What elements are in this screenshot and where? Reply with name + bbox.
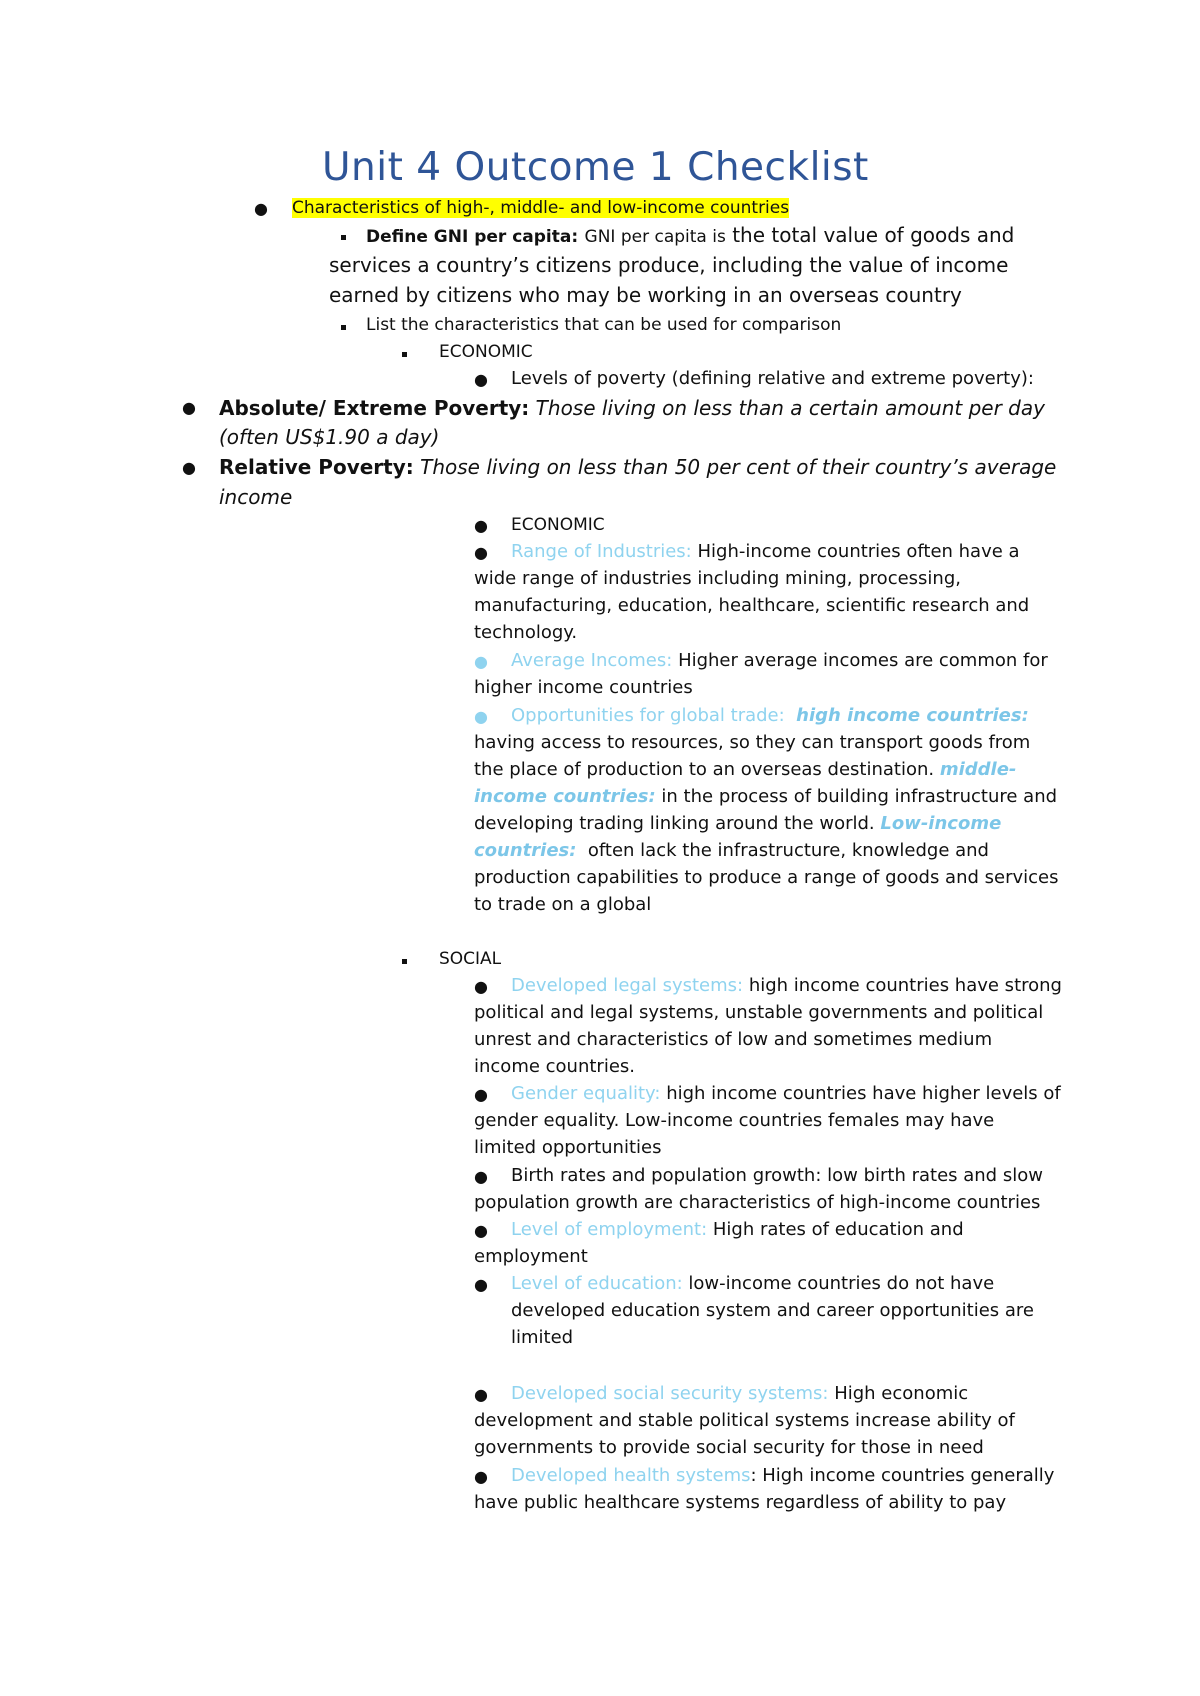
industries-line-2: wide range of industries including mining, processing, bbox=[474, 568, 961, 589]
trade-line-1: Opportunities for global trade: high income countries: bbox=[511, 705, 1029, 726]
trade-line-7: production capabilities to produce a range of goods and services bbox=[474, 867, 1059, 888]
trade-line-5: developing trading linking around the world. Low-income bbox=[474, 813, 1002, 834]
gni-line-1: Define GNI per capita: GNI per capita is the total value of goods and bbox=[366, 223, 1015, 247]
bullet-icon: ● bbox=[474, 1167, 488, 1186]
bullet-icon: ● bbox=[474, 1467, 488, 1486]
bullet-icon: ● bbox=[474, 370, 488, 389]
bullet-icon: ● bbox=[474, 1221, 488, 1240]
square-bullet-icon bbox=[402, 352, 407, 357]
bullet-icon: ● bbox=[254, 199, 268, 218]
education-line-3: limited bbox=[511, 1327, 574, 1348]
industries-line-3: manufacturing, education, healthcare, scientific research and bbox=[474, 595, 1030, 616]
relative-poverty-line-2: income bbox=[219, 485, 293, 509]
page-title: Unit 4 Outcome 1 Checklist bbox=[322, 145, 869, 190]
levels-of-poverty: Levels of poverty (defining relative and extreme poverty): bbox=[511, 368, 1034, 389]
bullet-icon: ● bbox=[474, 707, 488, 726]
social-security-line-3: governments to provide social security for those in need bbox=[474, 1437, 984, 1458]
gender-line-2: gender equality. Low-income countries females may have bbox=[474, 1110, 995, 1131]
social-security-line-1: Developed social security systems: High economic bbox=[511, 1383, 969, 1404]
square-bullet-icon bbox=[341, 235, 346, 240]
trade-line-6: countries: often lack the infrastructure, knowledge and bbox=[474, 840, 989, 861]
bullet-icon: ● bbox=[474, 1275, 488, 1294]
social-security-line-2: development and stable political systems increase ability of bbox=[474, 1410, 1015, 1431]
health-line-1: Developed health systems: High income countries generally bbox=[511, 1465, 1055, 1486]
education-line-1: Level of education: low-income countries do not have bbox=[511, 1273, 995, 1294]
legal-line-2: political and legal systems, unstable governments and political bbox=[474, 1002, 1044, 1023]
health-line-2: have public healthcare systems regardless of ability to pay bbox=[474, 1492, 1007, 1513]
trade-line-4: income countries: in the process of building infrastructure and bbox=[474, 786, 1058, 807]
trade-line-2: having access to resources, so they can transport goods from bbox=[474, 732, 1031, 753]
gni-line-3: earned by citizens who may be working in an overseas country bbox=[329, 283, 962, 307]
education-line-2: developed education system and career opportunities are bbox=[511, 1300, 1035, 1321]
bullet-icon: ● bbox=[474, 1385, 488, 1404]
birth-line-2: population growth are characteristics of high-income countries bbox=[474, 1192, 1041, 1213]
legal-line-3: unrest and characteristics of low and sometimes medium bbox=[474, 1029, 993, 1050]
industries-line-1: Range of Industries: High-income countries often have a bbox=[511, 541, 1020, 562]
bullet-icon: ● bbox=[474, 543, 488, 562]
employment-line-1: Level of employment: High rates of education and bbox=[511, 1219, 964, 1240]
social-heading: SOCIAL bbox=[439, 949, 502, 969]
square-bullet-icon bbox=[402, 959, 407, 964]
bullet-icon: ● bbox=[182, 398, 196, 417]
trade-line-8: to trade on a global bbox=[474, 894, 652, 915]
birth-line-1: Birth rates and population growth: low birth rates and slow bbox=[511, 1165, 1043, 1186]
relative-poverty: Relative Poverty: Those living on less than 50 per cent of their country’s average bbox=[219, 455, 1057, 479]
list-characteristics: List the characteristics that can be used for comparison bbox=[366, 315, 842, 335]
square-bullet-icon bbox=[341, 325, 346, 330]
absolute-poverty: Absolute/ Extreme Poverty: Those living on less than a certain amount per day bbox=[219, 396, 1045, 420]
economic-heading-2: ECONOMIC bbox=[511, 515, 605, 535]
bullet-icon: ● bbox=[474, 977, 488, 996]
trade-line-3: the place of production to an overseas destination. middle- bbox=[474, 759, 1017, 780]
bullet-icon: ● bbox=[474, 1085, 488, 1104]
incomes-line-1: Average Incomes: Higher average incomes are common for bbox=[511, 650, 1048, 671]
industries-line-4: technology. bbox=[474, 622, 578, 643]
economic-heading: ECONOMIC bbox=[439, 342, 533, 362]
employment-line-2: employment bbox=[474, 1246, 588, 1267]
gender-line-3: limited opportunities bbox=[474, 1137, 662, 1158]
item-characteristics: Characteristics of high-, middle- and low-income countries bbox=[292, 198, 790, 218]
legal-line-4: income countries. bbox=[474, 1056, 636, 1077]
bullet-icon: ● bbox=[182, 458, 196, 477]
gni-line-2: services a country’s citizens produce, including the value of income bbox=[329, 253, 1009, 277]
incomes-line-2: higher income countries bbox=[474, 677, 693, 698]
legal-line-1: Developed legal systems: high income countries have strong bbox=[511, 975, 1062, 996]
gender-line-1: Gender equality: high income countries have higher levels of bbox=[511, 1083, 1061, 1104]
bullet-icon: ● bbox=[474, 652, 488, 671]
bullet-icon: ● bbox=[474, 516, 488, 535]
absolute-poverty-line-2: (often US$1.90 a day) bbox=[219, 425, 440, 449]
